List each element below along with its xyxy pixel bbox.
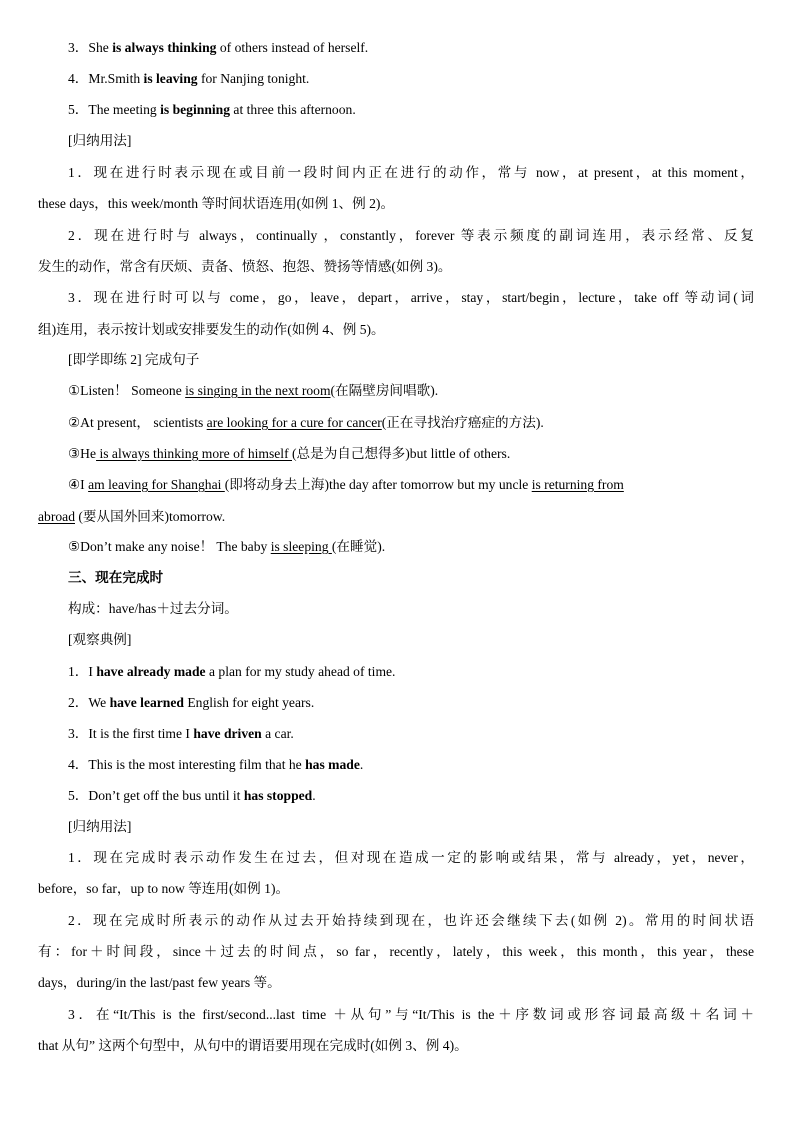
usage-3-line-2: 组)连用，表示按计划或安排要发生的动作(如例 4、例 5)。	[38, 322, 385, 337]
structure-line: 构成：have/has＋过去分词。	[68, 601, 238, 616]
usage-1-line-1: 1．现在进行时表示现在或目前一段时间内正在进行的动作，常与 now，at present，at this moment，	[68, 165, 754, 180]
pp-usage-1-line-1: 1．现在完成时表示动作发生在过去，但对现在造成一定的影响或结果，常与 already，yet，never，	[68, 850, 754, 865]
section-label-usage-2: [归纳用法]	[68, 819, 132, 834]
pp-usage-3-line-1: 3．在“It/This is the first/second...last time ＋从句”与“It/This is the＋序数词或形容词最高级＋名词＋	[68, 1007, 754, 1022]
answer-4a: am leaving for Shanghai	[88, 477, 225, 492]
exercise-1: ①Listen！ Someone is singing in the next room(在隔壁房间唱歌).	[68, 383, 439, 398]
exercise-heading: [即学即练 2] 完成句子	[68, 352, 200, 367]
pp-example-4: 4．This is the most interesting film that he has made.	[68, 757, 364, 772]
pp-example-2: 2．We have learned English for eight years.	[68, 695, 315, 710]
answer-3: is always thinking more of himself	[96, 446, 292, 461]
exercise-3: ③He is always thinking more of himself (总是为自己想得多)but little of others.	[68, 446, 511, 461]
pp-usage-1-line-2: before，so far，up to now 等连用(如例 1)。	[38, 881, 290, 896]
exercise-4-line-1: ④I am leaving for Shanghai (即将动身去上海)the day after tomorrow but my uncle is returning from	[68, 477, 624, 492]
pp-usage-2-line-3: days，during/in the last/past few years 等。	[38, 975, 281, 990]
exercise-5: ⑤Don’t make any noise！ The baby is sleeping (在睡觉).	[68, 539, 386, 554]
example-3: 3．She is always thinking of others instead of herself.	[68, 40, 369, 55]
pp-usage-3-line-2: that 从句” 这两个句型中，从句中的谓语要用现在完成时(如例 3、例 4)。	[38, 1038, 468, 1053]
section-heading-present-perfect: 三、现在完成时	[68, 570, 164, 585]
pp-example-5: 5．Don’t get off the bus until it has stopped.	[68, 788, 316, 803]
section-label-usage: [归纳用法]	[68, 133, 132, 148]
answer-5: is sleeping	[270, 539, 332, 554]
answer-4b: is returning from	[531, 477, 624, 492]
example-5: 5．The meeting is beginning at three this afternoon.	[68, 102, 356, 117]
exercise-2: ②At present， scientists are looking for a cure for cancer(正在寻找治疗癌症的方法).	[68, 415, 544, 430]
usage-3-line-1: 3．现在进行时可以与 come，go，leave，depart，arrive，stay，start/begin，lecture，take off 等动词(词	[68, 290, 754, 305]
answer-1: is singing in the next room	[185, 383, 331, 398]
usage-1-line-2: these days，this week/month 等时间状语连用(如例 1、例 2)。	[38, 196, 395, 211]
pp-usage-2-line-2: 有：for＋时间段，since＋过去的时间点，so far，recently，lately，this week，this month，this year，these	[38, 944, 754, 959]
pp-usage-2-line-1: 2．现在完成时所表示的动作从过去开始持续到现在，也许还会继续下去(如例 2)。常用的时间状语	[68, 913, 754, 928]
usage-2-line-2: 发生的动作，常含有厌烦、责备、愤怒、抱怨、赞扬等情感(如例 3)。	[38, 259, 452, 274]
exercise-4-line-2: abroad (要从国外回来)tomorrow.	[38, 509, 226, 524]
section-label-examples: [观察典例]	[68, 632, 132, 647]
example-4: 4．Mr.Smith is leaving for Nanjing tonight.	[68, 71, 310, 86]
answer-2: are looking for a cure for cancer	[206, 415, 382, 430]
pp-example-3: 3．It is the first time I have driven a car.	[68, 726, 294, 741]
usage-2-line-1: 2．现在进行时与 always，continually ，constantly，forever 等表示频度的副词连用，表示经常、反复	[68, 228, 754, 243]
pp-example-1: 1．I have already made a plan for my study ahead of time.	[68, 664, 396, 679]
answer-4c: abroad	[38, 509, 75, 524]
